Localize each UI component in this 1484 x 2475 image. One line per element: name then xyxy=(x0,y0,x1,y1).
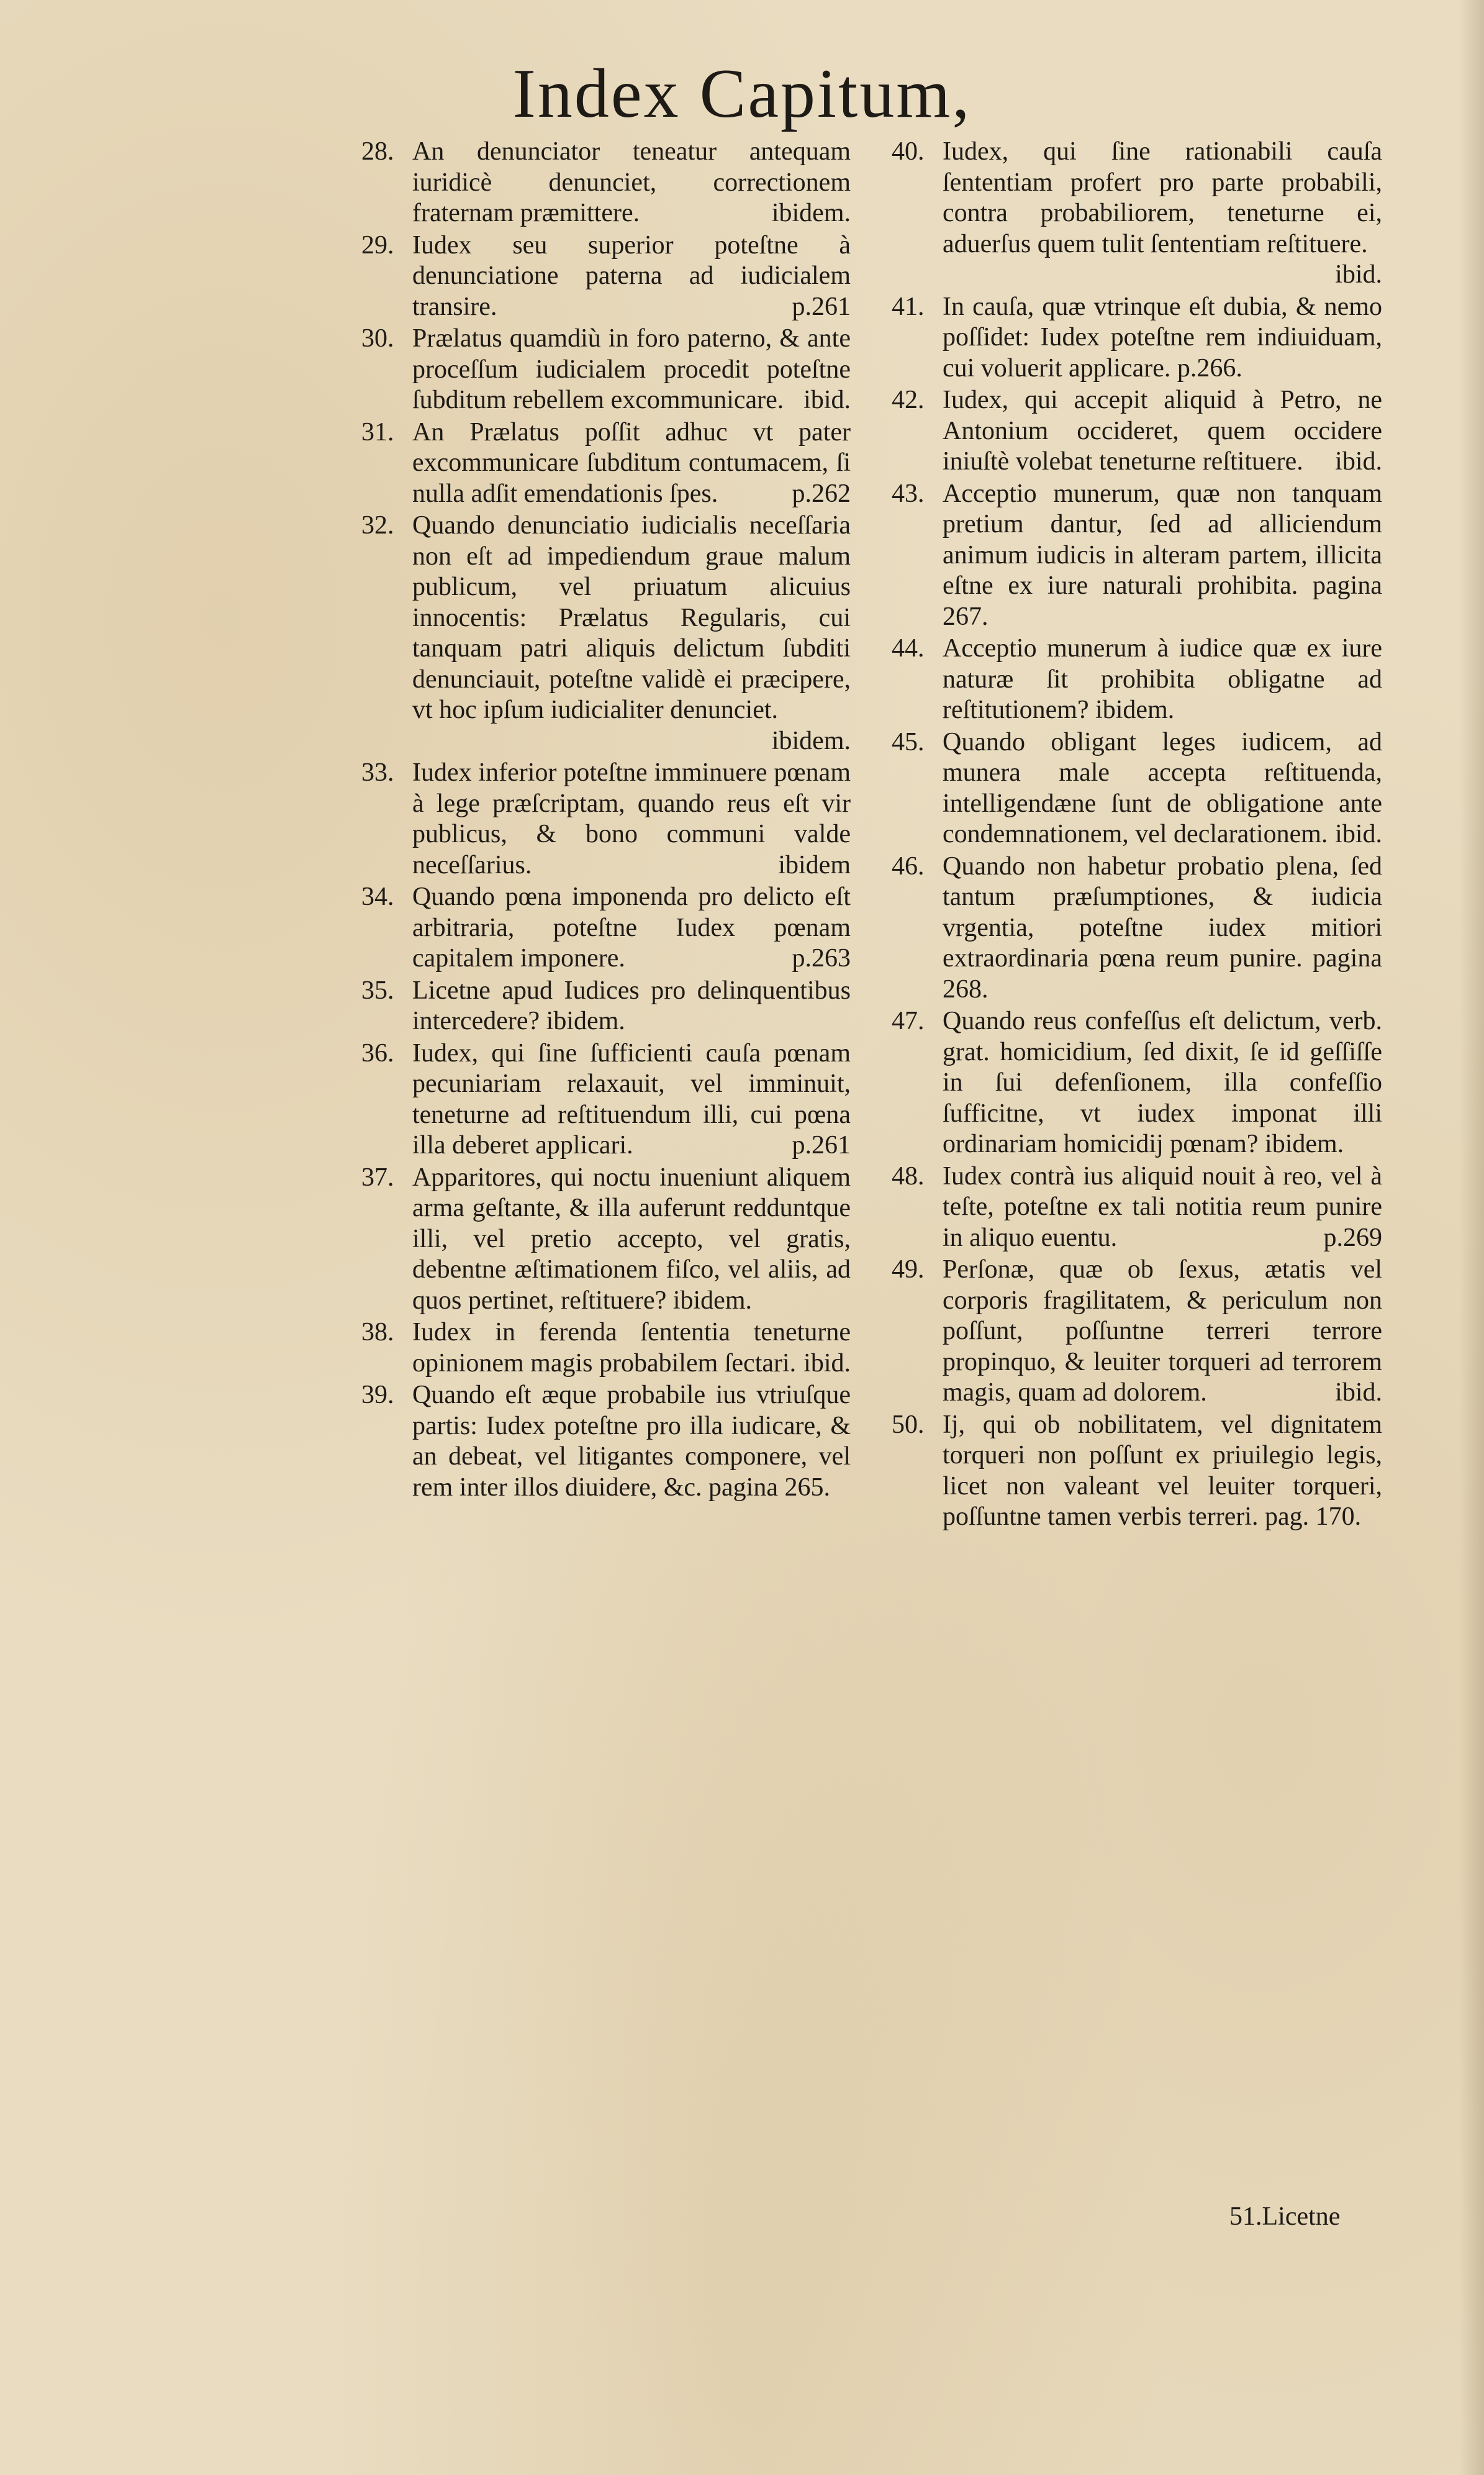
index-entry xyxy=(892,1410,1382,1533)
entry-body: Quando eſt æque probabile ius vtriuſque partis: Iudex poteſtne pro illa iudicare, & an debeat, vel litigantes componere, vel rem inter illos diuidere, &c. pagina 265. xyxy=(412,1381,851,1502)
index-entry xyxy=(361,1317,851,1379)
entry-body: Apparitores, qui noctu inueniunt aliquem arma geſtante, & illa auferunt redduntque illi, vel pretio accepto, vel gratis, debentne æſtimationem fiſco, vel aliis, ad quos pertinet, reſtituere? ibidem. xyxy=(412,1163,851,1315)
entry-text xyxy=(943,292,1382,384)
index-entry xyxy=(892,1006,1382,1160)
entry-page-ref: p.262 xyxy=(792,479,851,508)
index-entry xyxy=(361,511,851,756)
entry-body: Iudex, qui ſine ſufficienti cauſa pœnam pecuniariam relaxauit, vel imminuit, teneturne ad reſtituendum illi, cui pœna illa deberet applicari. xyxy=(412,1038,851,1160)
page-title: Index Capitum, xyxy=(512,55,972,132)
entry-page-ref: ibid. xyxy=(1335,820,1382,848)
entry-text xyxy=(943,1410,1382,1533)
entry-number: 43. xyxy=(892,479,925,508)
entry-number: 36. xyxy=(361,1038,394,1068)
entry-number: 48. xyxy=(892,1161,925,1191)
entry-body: Licetne apud Iudices pro delinquentibus intercedere? ibidem. xyxy=(412,976,851,1035)
entry-page-ref: ibid. xyxy=(1335,1378,1382,1407)
entry-body: An denunciator teneatur antequam iuridicè denunciet, correctionem fraternam præmittere. xyxy=(412,137,851,227)
entry-text xyxy=(412,976,851,1037)
entry-number: 49. xyxy=(892,1255,925,1284)
entry-text xyxy=(943,1006,1382,1160)
entry-text xyxy=(943,1161,1382,1254)
index-entry xyxy=(892,137,1382,291)
index-entry xyxy=(892,727,1382,850)
entry-body: Quando reus confeſſus eſt delictum, verb. grat. homicidium, ſed dixit, ſe id geſſiſſe in ſui defenſionem, illa confeſſio ſufficitne, vt iudex imponat illi ordinariam homicidij pœnam? ibidem. xyxy=(943,1007,1382,1158)
entry-body: Iudex contrà ius aliquid nouit à reo, vel à teſte, poteſtne ex tali notitia reum punire in aliquo euentu. xyxy=(943,1161,1382,1252)
index-entry xyxy=(361,758,851,881)
entry-page-ref: ibid. xyxy=(803,1348,851,1378)
entry-text xyxy=(943,634,1382,726)
index-entry xyxy=(892,292,1382,384)
entry-number: 39. xyxy=(361,1381,394,1409)
entry-number: 35. xyxy=(361,976,394,1005)
entry-page-ref: ibidem. xyxy=(771,199,851,227)
index-entry xyxy=(361,1038,851,1161)
entry-number: 28. xyxy=(361,137,394,166)
entry-number: 42. xyxy=(892,386,925,414)
entry-number: 32. xyxy=(361,511,394,540)
entry-text xyxy=(412,1380,851,1503)
entry-text xyxy=(412,511,851,756)
entry-text xyxy=(943,479,1382,633)
index-entry xyxy=(892,1161,1382,1254)
index-entry xyxy=(361,1163,851,1317)
entry-number: 30. xyxy=(361,324,394,353)
entry-body: Iudex, qui ſine rationabili cauſa ſententiam profert pro parte probabili, contra probabiliorem, teneturne ei, aduerſus quem tulit ſententiam reſtituere. xyxy=(943,137,1382,258)
entry-text xyxy=(412,230,851,323)
index-entry xyxy=(361,976,851,1037)
entry-body: Quando pœna imponenda pro delicto eſt arbitraria, poteſtne Iudex pœnam capitalem imponere. xyxy=(412,883,851,973)
index-entry xyxy=(361,137,851,229)
entry-body: Perſonæ, quæ ob ſexus, ætatis vel corporis fragilitatem, & periculum non poſſunt, poſſuntne terreri terrore propinquo, & leuiter torqueri ad terrorem magis, quam ad dolorem. xyxy=(943,1255,1382,1407)
entry-text xyxy=(412,324,851,416)
entry-text xyxy=(943,851,1382,1006)
entry-text xyxy=(943,1255,1382,1409)
entry-text xyxy=(412,758,851,881)
entry-body: Quando obligant leges iudicem, ad munera male accepta reſtituenda, intelligendæne ſunt de obligatione ante condemnationem, vel declarationem. xyxy=(943,727,1382,848)
entry-number: 33. xyxy=(361,758,394,787)
entry-number: 50. xyxy=(892,1410,925,1439)
entry-text xyxy=(412,1038,851,1161)
index-entry xyxy=(892,385,1382,478)
entry-page-ref: p.261 xyxy=(792,1131,851,1160)
entry-page-ref: p.261 xyxy=(792,292,851,321)
entry-page-ref: p.263 xyxy=(792,944,851,973)
entry-body: Iudex seu superior poteſtne à denunciatione paterna ad iudicialem transire. xyxy=(412,230,851,321)
catchword: 51.Licetne xyxy=(1229,2202,1341,2231)
entry-page-ref: ibidem. xyxy=(771,726,851,755)
entry-number: 45. xyxy=(892,727,925,756)
index-entry xyxy=(892,634,1382,726)
entry-number: 31. xyxy=(361,417,394,447)
entry-number: 37. xyxy=(361,1163,394,1192)
index-entry xyxy=(361,417,851,510)
entry-page-ref: p.269 xyxy=(1323,1223,1382,1252)
page-edge-shadow xyxy=(1459,0,1484,2475)
entry-text xyxy=(943,727,1382,850)
entry-text xyxy=(412,882,851,974)
entry-text xyxy=(412,137,851,229)
entry-text xyxy=(943,137,1382,291)
entry-body: An Prælatus poſſit adhuc vt pater excommunicare ſubditum contumacem, ſi nulla adſit emendationis ſpes. xyxy=(412,417,851,508)
entry-body: Quando non habetur probatio plena, ſed tantum præſumptiones, & iudicia vrgentia, poteſtne iudex mitiori extraordinaria pœna reum punire. pagina 268. xyxy=(943,851,1382,1004)
entry-text xyxy=(943,385,1382,478)
entry-body: Acceptio munerum à iudice quæ ex iure naturæ ſit prohibita obligatne ad reſtitutionem? ibidem. xyxy=(943,634,1382,724)
entry-number: 46. xyxy=(892,851,925,881)
index-entry xyxy=(892,479,1382,633)
entry-number: 34. xyxy=(361,883,394,911)
entry-page-ref: ibid. xyxy=(803,386,851,414)
index-entry xyxy=(361,324,851,416)
entry-number: 29. xyxy=(361,230,394,260)
entry-number: 38. xyxy=(361,1318,394,1346)
entry-body: Iudex in ferenda ſententia teneturne opinionem magis probabilem ſectari. xyxy=(412,1318,851,1378)
entry-number: 41. xyxy=(892,292,925,321)
index-entry xyxy=(892,851,1382,1006)
entry-text xyxy=(412,1163,851,1317)
right-column xyxy=(892,137,1382,1534)
left-column xyxy=(361,137,851,1504)
entry-text xyxy=(412,417,851,510)
entry-body: Iudex inferior poteſtne imminuere pœnam à lege præſcriptam, quando reus eſt vir publicus, & bono communi valde neceſſarius. xyxy=(412,758,851,879)
entry-page-ref: ibid. xyxy=(1335,447,1382,476)
entry-body: Prælatus quamdiù in foro paterno, & ante proceſſum iudicialem procedit poteſtne ſubditum rebellem excommunicare. xyxy=(412,324,851,414)
entry-body: Ij, qui ob nobilitatem, vel dignitatem torqueri non poſſunt ex priuilegio legis, licet non valeant vel leuiter torqueri, poſſuntne tamen verbis terreri. pag. 170. xyxy=(943,1410,1382,1531)
entry-body: Quando denunciatio iudicialis neceſſaria non eſt ad impediendum graue malum publicum, vel priuatum alicuius innocentis: Prælatus Regularis, cui tanquam patri aliquis delictum ſubditi denunciauit, poteſtne validè ei præcipere, vt hoc ipſum iudicialiter denunciet. xyxy=(412,511,851,724)
entry-body: Acceptio munerum, quæ non tanquam pretium dantur, ſed ad alliciendum animum iudicis in alteram partem, illicita eſtne ex iure naturali prohibita. pagina 267. xyxy=(943,479,1382,631)
entry-number: 44. xyxy=(892,634,925,663)
entry-text xyxy=(412,1317,851,1379)
entry-page-ref: ibidem xyxy=(778,850,851,879)
entry-body: Iudex, qui accepit aliquid à Petro, ne Antonium occideret, quem occidere iniuſtè volebat teneturne reſtituere. xyxy=(943,386,1382,476)
index-entry xyxy=(361,1380,851,1503)
entry-number: 40. xyxy=(892,137,925,166)
entry-body: In cauſa, quæ vtrinque eſt dubia, & nemo poſſidet: Iudex poteſtne rem indiuiduam, cui voluerit applicare. p.266. xyxy=(943,292,1382,383)
index-entry xyxy=(361,882,851,974)
index-entry xyxy=(361,230,851,323)
entry-page-ref: ibid. xyxy=(1335,260,1382,289)
index-entry xyxy=(892,1255,1382,1409)
entry-number: 47. xyxy=(892,1007,925,1035)
